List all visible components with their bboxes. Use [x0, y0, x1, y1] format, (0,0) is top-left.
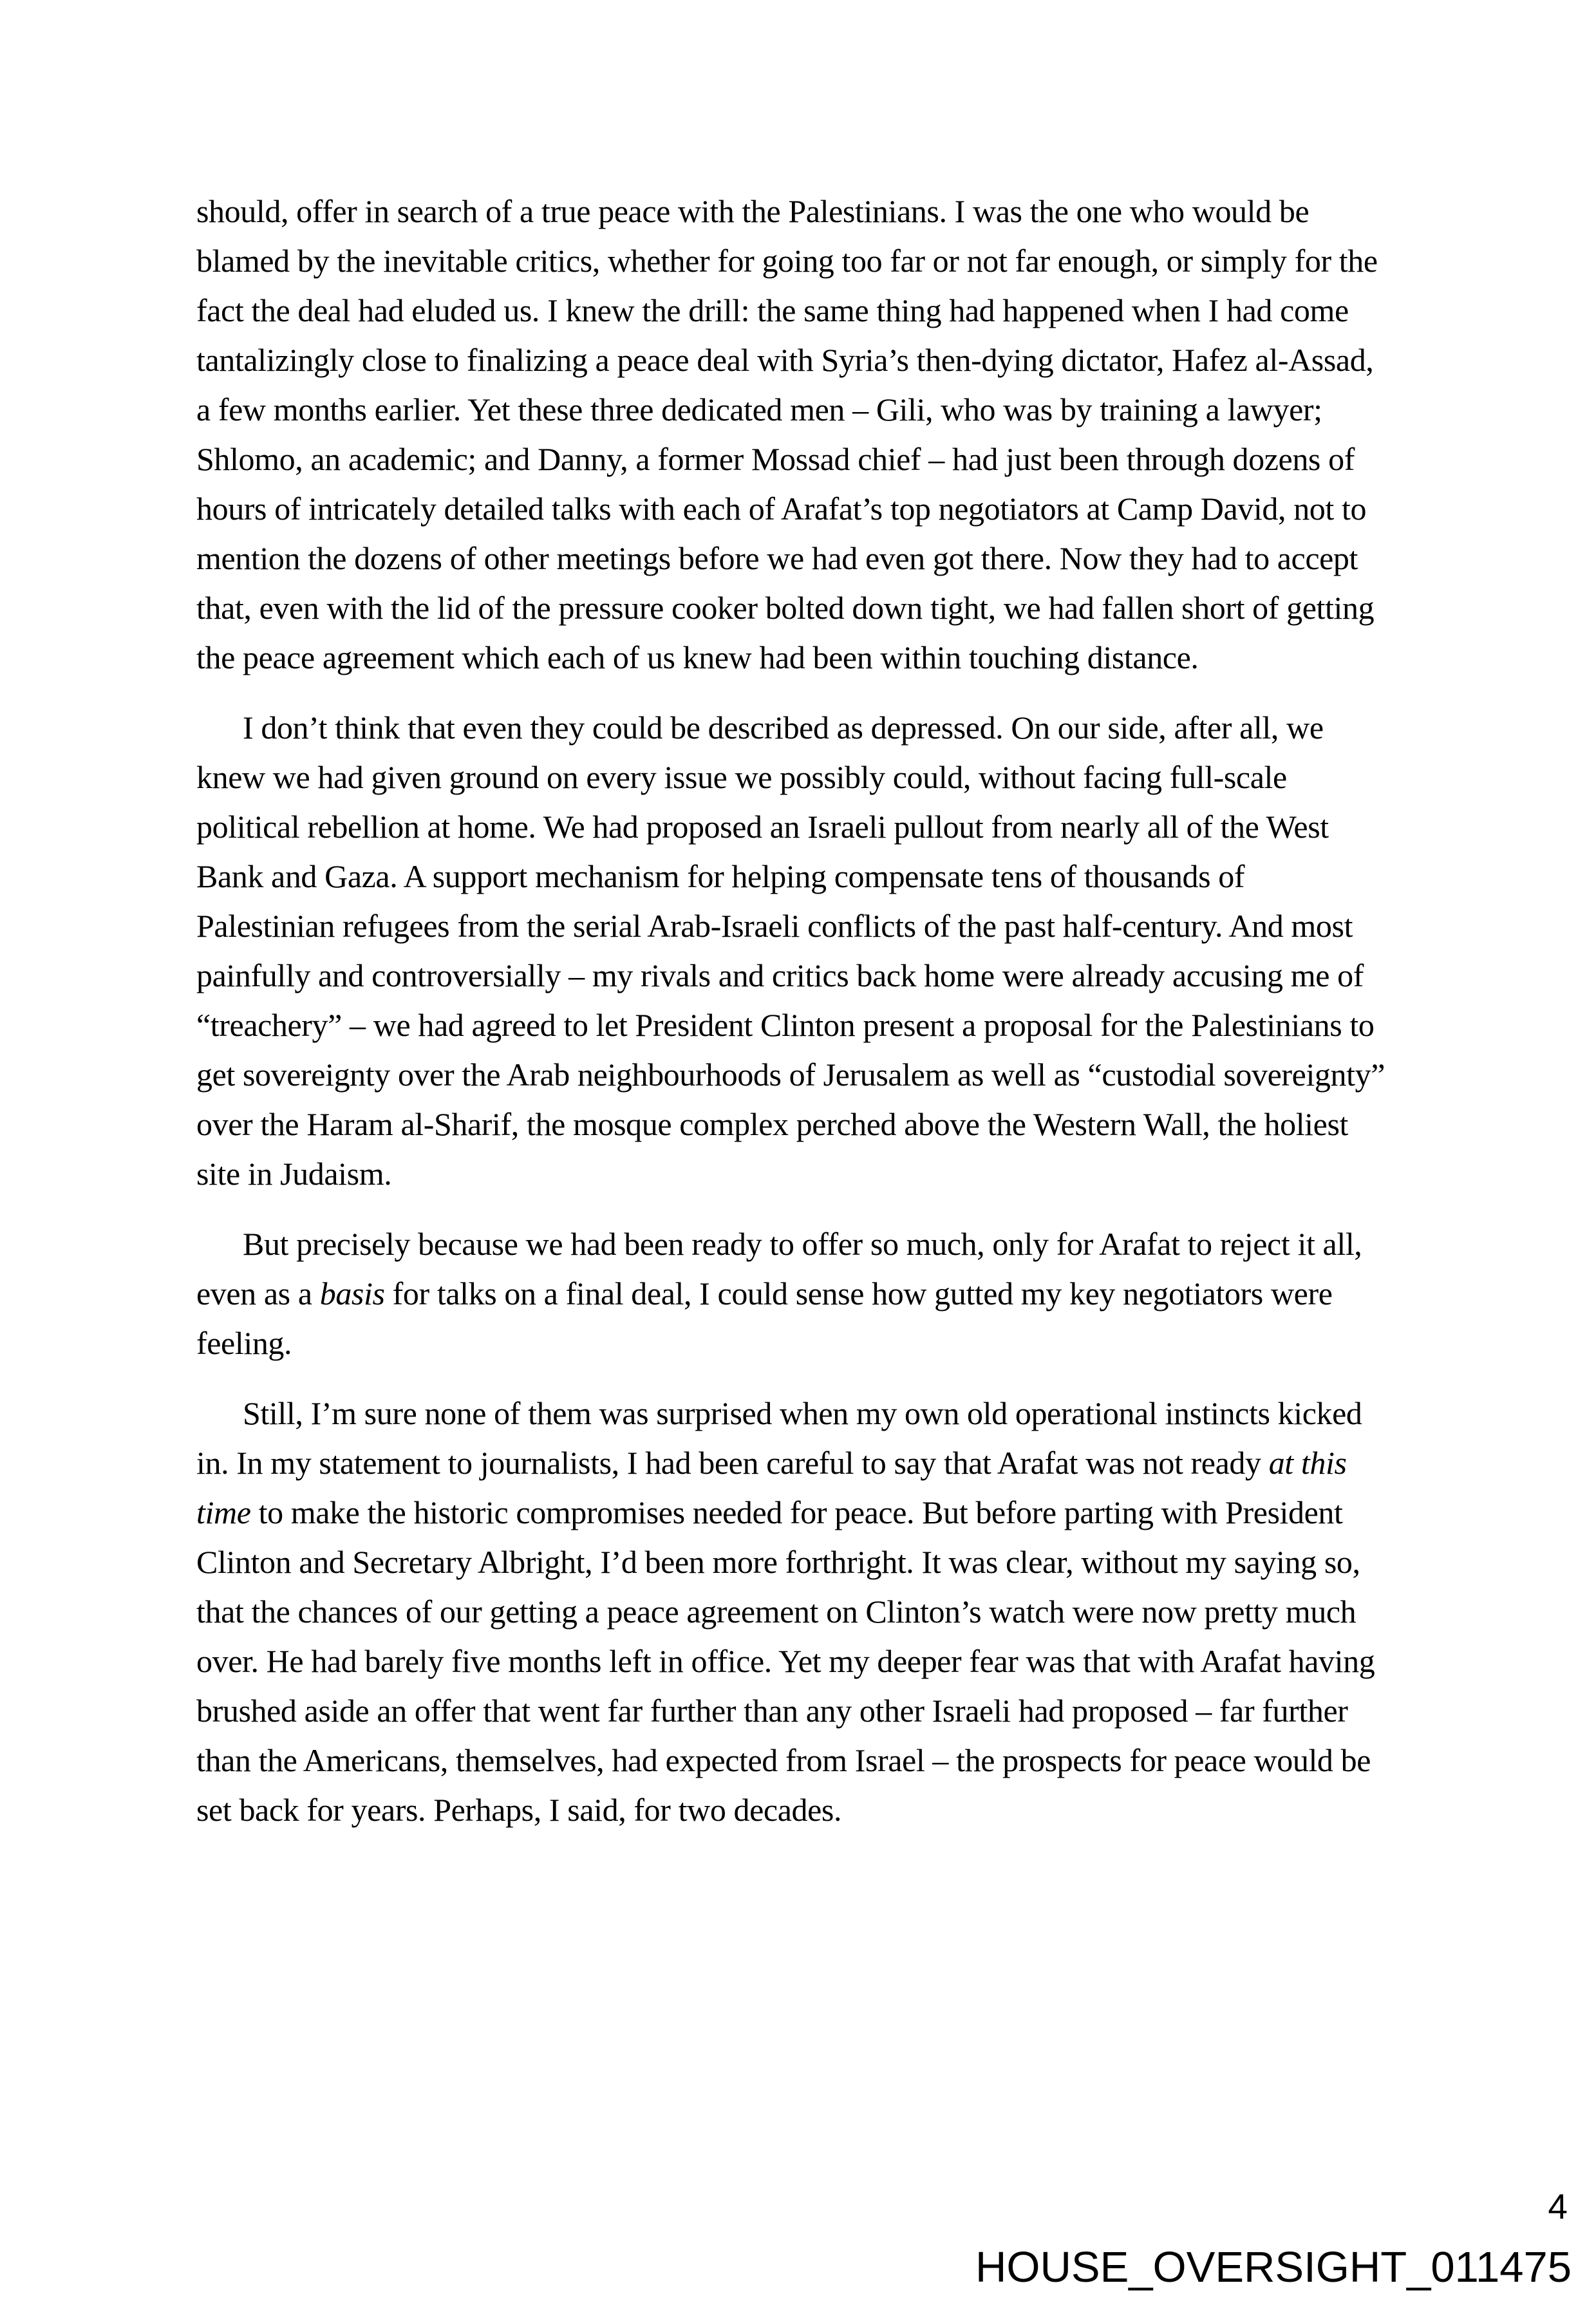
paragraph [196, 1219, 1386, 1368]
text-segment: for talks on a final deal, I could sense how gutted my key negotiators were feeling. [196, 1275, 1333, 1361]
text-segment: should, offer in search of a true peace with the Palestinians. I was the one who would be blamed by the inevitable critics, whether for going too far or not far enough, or simply for the fact the deal had eluded us. I knew the drill: the same thing had happened when I had come tantalizingly close to finalizing a peace deal with Syria’s then-dying dictator, Hafez al-Assad, a few months earlier. Yet these three dedicated men – Gili, who was by training a lawyer; Shlomo, an academic; and Danny, a former Mossad chief – had just been through dozens of hours of intricately detailed talks with each of Arafat’s top negotiators at Camp David, not to mention the dozens of other meetings before we had even got there. Now they had to accept that, even with the lid of the pressure cooker bolted down tight, we had fallen short of getting the peace agreement which each of us knew had been within touching distance. [196, 193, 1378, 675]
text-segment: But precisely because we had been ready to offer so much, only for Arafat to reject it all, even as a [196, 1226, 1362, 1311]
paragraph [196, 1389, 1386, 1835]
text-segment: I don’t think that even they could be described as depressed. On our side, after all, we knew we had given ground on every issue we possibly could, without facing full-scale political rebellion at home. We had proposed an Israeli pullout from nearly all of the West Bank and Gaza. A support mechanism for helping compensate tens of thousands of Palestinian refugees from the serial Arab-Israeli conflicts of the past half-century. And most painfully and controversially – my rivals and critics back home were already accusing me of “treachery” – we had agreed to let President Clinton present a proposal for the Palestinians to get sovereignty over the Arab neighbourhoods of Jerusalem as well as “custodial sovereignty” over the Haram al-Sharif, the mosque complex perched above the Western Wall, the holiest site in Judaism. [196, 710, 1385, 1192]
italic-text-segment: at this time [196, 1445, 1347, 1530]
text-segment: to make the historic compromises needed for peace. But before parting with President Clinton and Secretary Albright, I’d been more forthright. It was clear, without my saying so, that the chances of our getting a peace agreement on Clinton’s watch were now pretty much over. He had barely five months left in office. Yet my deeper fear was that with Arafat having brushed aside an offer that went far further than any other Israeli had proposed – far further than the Americans, themselves, had expected from Israel – the prospects for peace would be set back for years. Perhaps, I said, for two decades. [196, 1494, 1375, 1828]
body-text [196, 187, 1386, 1856]
text-segment: Still, I’m sure none of them was surprised when my own old operational instincts kicked in. In my statement to journalists, I had been careful to say that Arafat was not ready [196, 1395, 1362, 1481]
paragraph [196, 703, 1386, 1199]
page-number: 4 [1548, 2186, 1568, 2226]
bates-stamp: HOUSE_OVERSIGHT_011475 [975, 2243, 1572, 2291]
italic-text-segment: basis [319, 1275, 385, 1311]
paragraph [196, 187, 1386, 682]
